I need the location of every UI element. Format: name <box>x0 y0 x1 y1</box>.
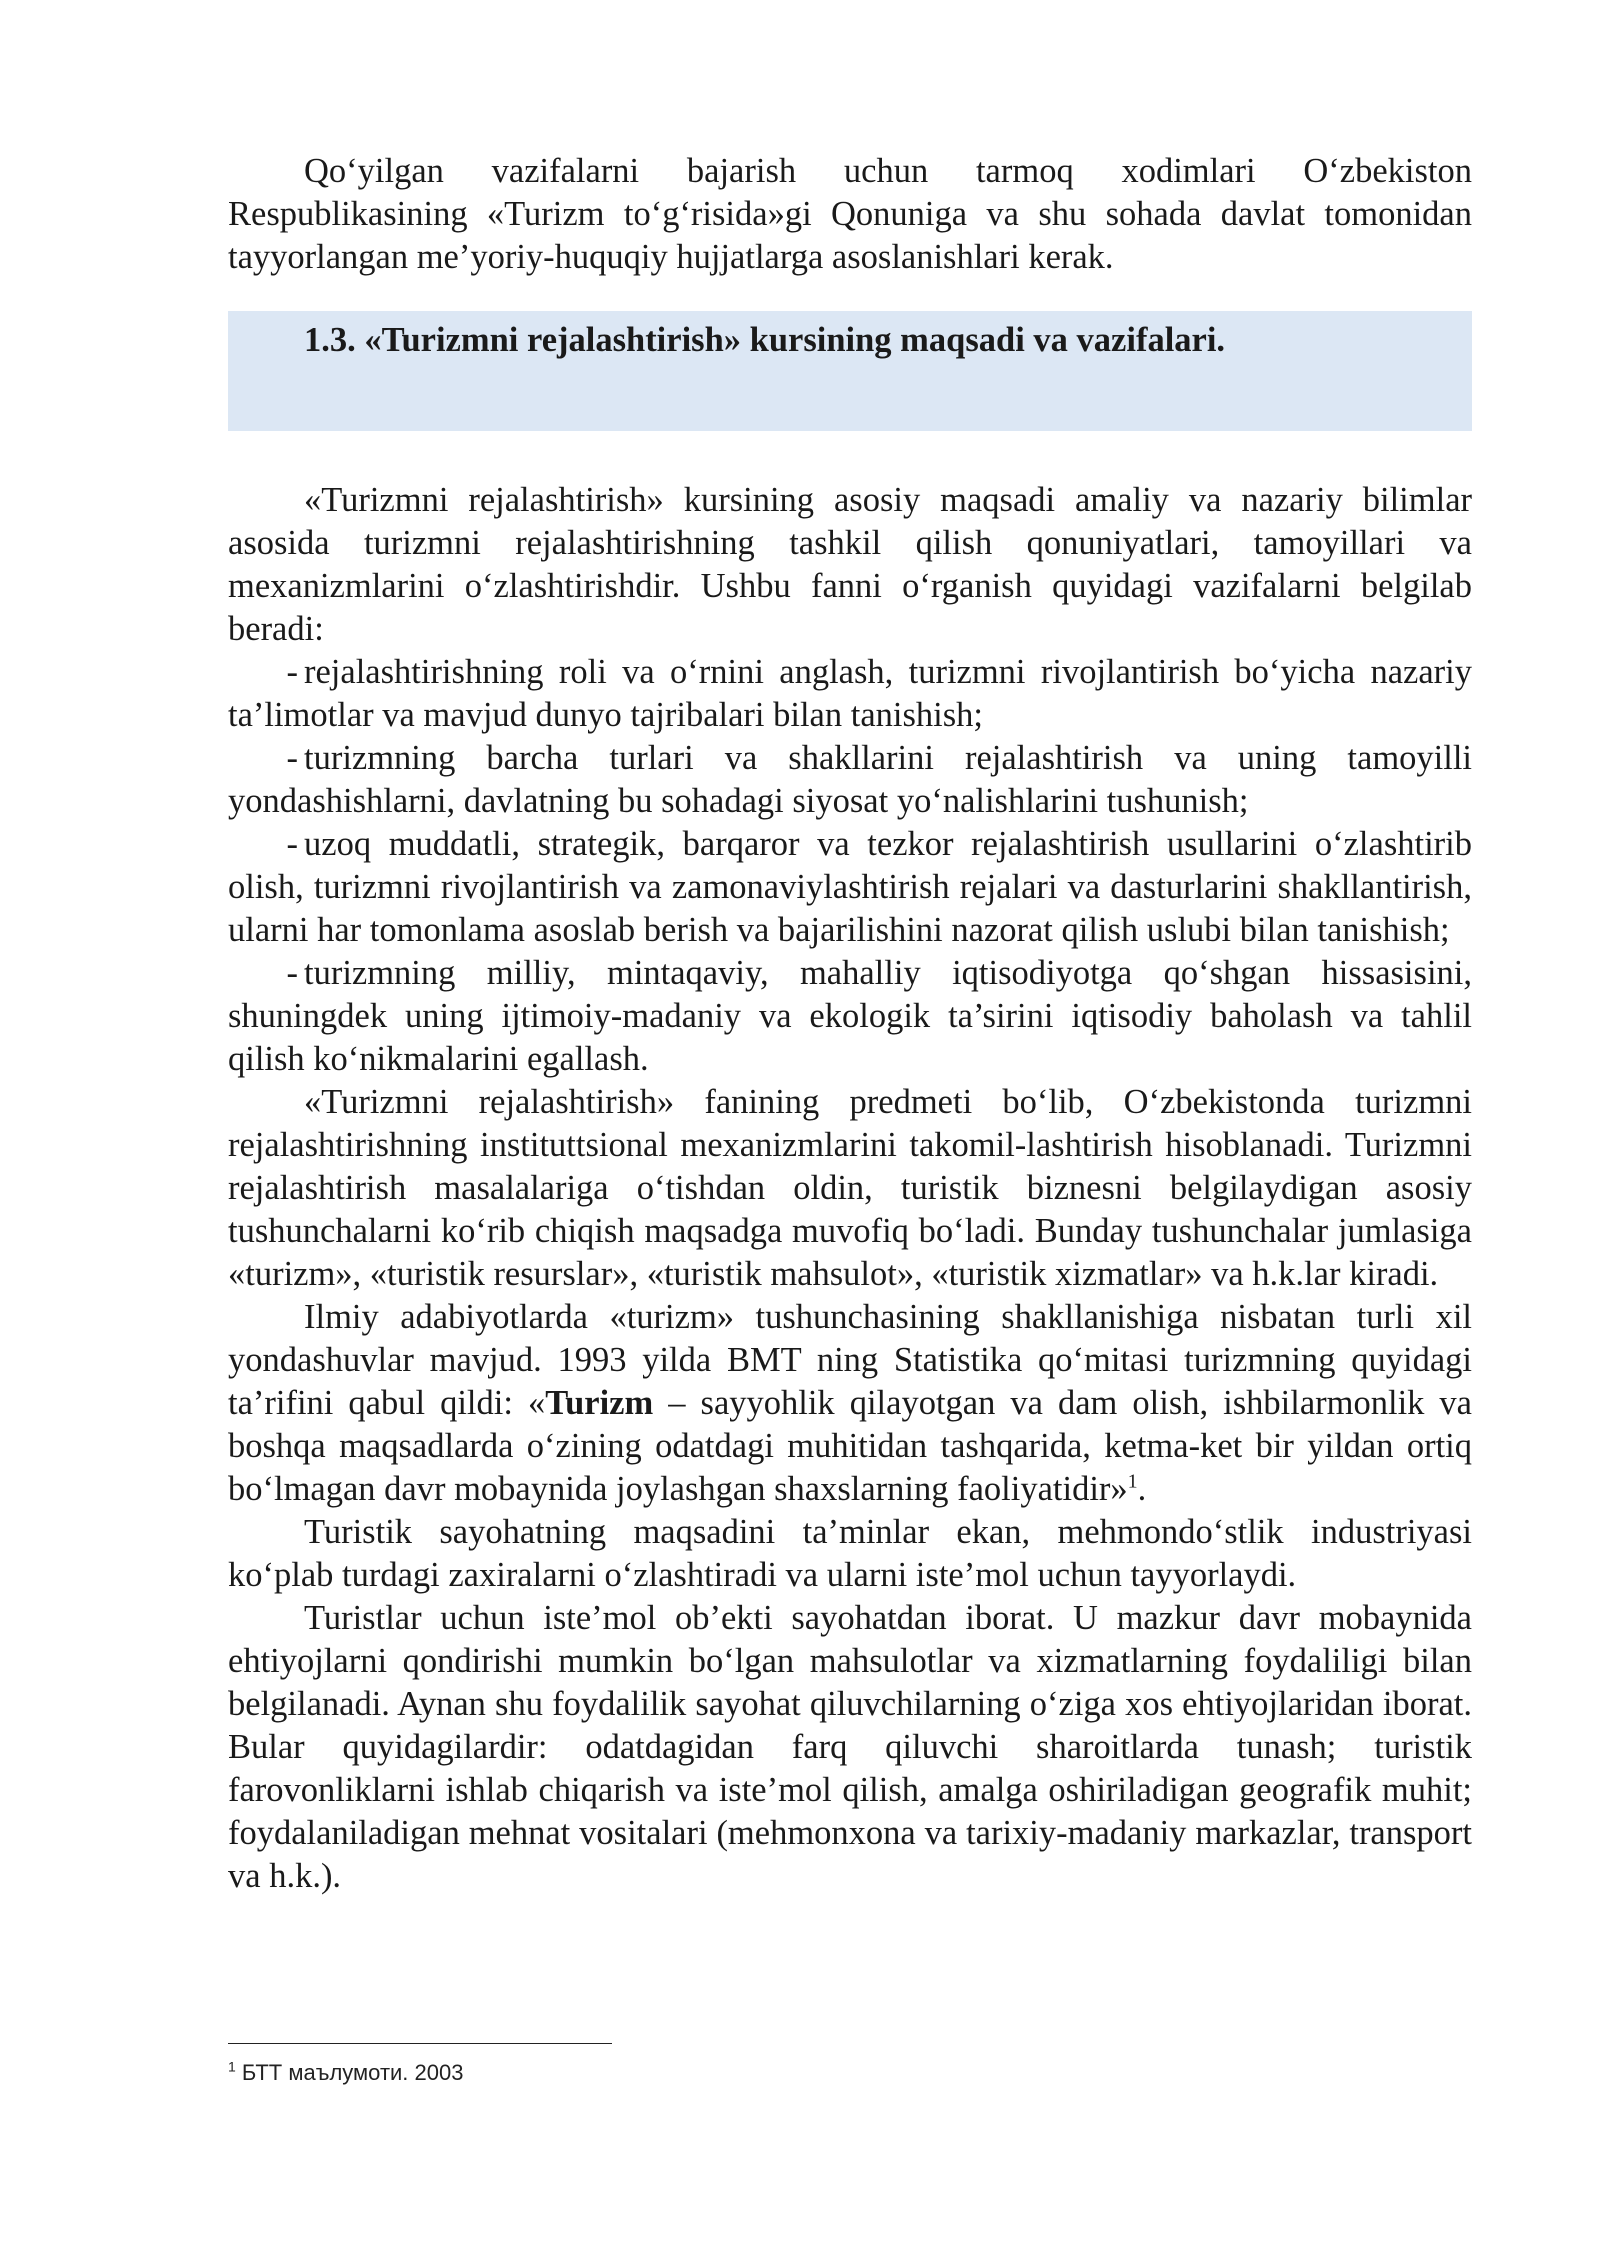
task-text: turizmning barcha turlari va shakllarini rejalashtirish va uning tamoyilli yondashishlarni, davlatning bu sohadagi siyosat yo‘nalishlarini tushunish; <box>228 739 1472 820</box>
footnote <box>228 2058 463 2088</box>
task-text: turizmning milliy, mintaqaviy, mahalliy iqtisodiyotga qo‘shgan hissasisini, shuningdek uning ijtimoiy-madaniy va ekologik ta’sirini iqtisodiy baholash va tahlil qilish ko‘nikmalarini egallash. <box>228 954 1472 1078</box>
dash-marker: - <box>286 653 298 691</box>
definition-intro: Ilmiy adabiyotlarda «turizm» tushunchasining shakllanishiga nisbatan turli xil yondashuvlar mavjud. 1993 yilda BMT ning Statistika qo‘mitasi turizmning quyidagi ta’rifini qabul qildi: « <box>228 1298 1472 1422</box>
definition-term: Turizm <box>545 1384 654 1422</box>
definition-body: – sayyohlik qilayotgan va dam olish, ishbilarmonlik va boshqa maqsadlarda o‘zining odatdagi muhitidan tashqarida, ketma-ket bir yildan ortiq bo‘lmagan davr mobaynida joylashgan shaxslarning faoliyatidir» <box>228 1384 1472 1508</box>
intro-paragraph: Qo‘yilgan vazifalarni bajarish uchun tarmoq xodimlari O‘zbekiston Respublikasining «Turizm to‘g‘risida»gi Qonuniga va shu sohada davlat tomonidan tayyorlangan me’yoriy-huquqiy hujjatlarga asoslanishlari kerak. <box>228 152 1472 276</box>
section-heading-box <box>228 311 1472 431</box>
section-heading: 1.3. «Turizmni rejalashtirish» kursining maqsadi va vazifalari. <box>304 321 1226 359</box>
paragraph-definition <box>228 1296 1472 1511</box>
task-text: uzoq muddatli, strategik, barqaror va tezkor rejalashtirish usullarini o‘zlashtirib olish, turizmni rivojlantirish va zamonaviylashtirish rejalari va dasturlarini shakllantirish, ularni har tomonlama asoslab berish va bajarilishini nazorat qilish uslubi bilan tanishish; <box>228 825 1472 949</box>
paragraph-subject: «Turizmni rejalashtirish» fanining predmeti bo‘lib, O‘zbekistonda turizmni rejalashtirishning instituttsional mexanizmlarini takomil-lashtirish hisoblanadi. Turizmni rejalashtirish masalalariga o‘tishdan oldin, turistik biznesni belgilaydigan asosiy tushunchalarni ko‘rib chiqish maqsadga muvofiq bo‘ladi. Bunday tushunchalar jumlasiga «turizm», «turistik resurslar», «turistik mahsulot», «turistik xizmatlar» va h.k.lar kiradi. <box>228 1083 1472 1293</box>
dash-marker: - <box>286 954 298 992</box>
paragraph-consumption: Turistlar uchun iste’mol ob’ekti sayohatdan iborat. U mazkur davr mobaynida ehtiyojlarni qondirishi mumkin bo‘lgan mahsulotlar va xizmatlarning foydaliligi bilan belgilanadi. Aynan shu foydalilik sayohat qiluvchilarning o‘ziga xos ehtiyojlaridan iborat. Bular quyidagilardir: odatdagidan farq qiluvchi sharoitlarda tunash; turistik farovonliklarni ishlab chiqarish va iste’mol qilish, amalga oshiriladigan geografik muhit; foydalaniladigan mehnat vositalari (mehmonxona va tarixiy-madaniy markazlar, transport va h.k.). <box>228 1599 1472 1895</box>
task-item <box>228 651 1472 737</box>
footnote-separator <box>228 2043 612 2044</box>
task-item <box>228 737 1472 823</box>
footnote-text: БТТ маълумоти. 2003 <box>241 2060 464 2085</box>
task-text: rejalashtirishning roli va o‘rnini anglash, turizmni rivojlantirish bo‘yicha nazariy ta’limotlar va mavjud dunyo tajribalari bilan tanishish; <box>228 653 1472 734</box>
page-body <box>228 150 1472 1898</box>
definition-end: . <box>1137 1470 1147 1508</box>
dash-marker: - <box>286 825 298 863</box>
dash-marker: - <box>286 739 298 777</box>
task-item <box>228 823 1472 952</box>
paragraph-hospitality: Turistik sayohatning maqsadini ta’minlar ekan, mehmondo‘stlik industriyasi ko‘plab turdagi zaxiralarni o‘zlashtiradi va ularni iste’mol uchun tayyorlaydi. <box>228 1513 1472 1594</box>
footnote-reference[interactable]: 1 <box>1127 1470 1138 1493</box>
paragraph-goal: «Turizmni rejalashtirish» kursining asosiy maqsadi amaliy va nazariy bilimlar asosida turizmni rejalashtirishning tashkil qilish qonuniyatlari, tamoyillari va mexanizmlarini o‘zlashtirishdir. Ushbu fanni o‘rganish quyidagi vazifalarni belgilab beradi: <box>228 481 1472 648</box>
task-item <box>228 952 1472 1081</box>
footnote-number: 1 <box>228 2058 236 2075</box>
